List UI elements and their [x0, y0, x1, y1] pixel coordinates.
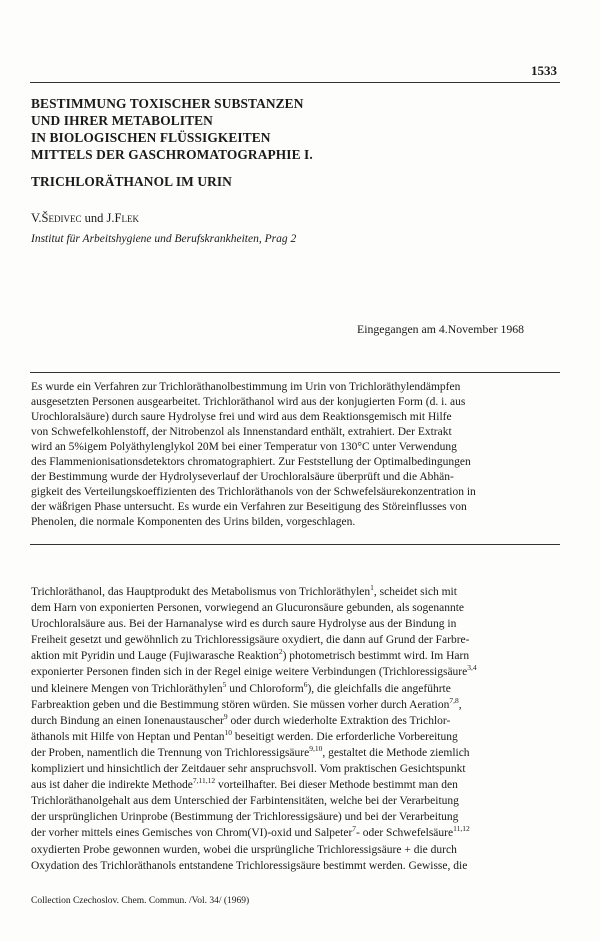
abstract-line: des Flammenionisationsdetektors chromatographiert. Zur Feststellung der Optimalbedingungen	[31, 456, 471, 468]
author-connector: und	[81, 211, 107, 225]
abstract	[31, 380, 559, 530]
abstract-line: der Bestimmung wurde der Hydrolyseverlauf der Urochloralsäure überprüft und die Abhän-	[31, 471, 454, 483]
reference-mark: 9	[223, 711, 228, 721]
body-text-span: Farbreaktion geben und die Bestimmung stören würden. Sie müssen vorher durch Aeration	[31, 698, 450, 711]
reference-mark: 1	[370, 583, 374, 593]
body-text-span: der Proben, namentlich die Trennung von Trichloressigsäure	[31, 746, 310, 759]
body-line	[31, 697, 559, 713]
article-title	[31, 95, 561, 190]
body-text-span: ,	[458, 698, 462, 711]
author-initial: J.	[106, 211, 115, 225]
body-line	[31, 584, 559, 600]
body-text-span: , scheidet sich mit	[373, 586, 457, 598]
reference-mark: 5	[222, 679, 227, 689]
body-line	[31, 681, 559, 697]
body-line	[31, 664, 559, 680]
body-text-span: und kleinere Mengen von Trichloräthylen	[31, 682, 223, 695]
abstract-line: von Schwefelkohlenstoff, der Nitrobenzol als Innenstandard enthält, extrahiert. Der Extrakt	[31, 426, 452, 438]
reference-mark: 7,8	[449, 695, 459, 705]
body-line: Trichloräthanolgehalt aus dem Unterschied der Farbintensitäten, welche bei der Verarbeitung	[31, 795, 459, 808]
body-line	[31, 777, 559, 793]
body-line	[31, 713, 559, 729]
body-text-span: beseitigt werden. Die erforderliche Vorbereitung	[232, 730, 458, 743]
abstract-line: gigkeit des Verteilungskoeffizienten des Trichloräthanols von der Schwefelsäurekonzentration in	[31, 486, 476, 498]
body-text-span: vorteilhafter. Bei dieser Methode bestimmt man den	[215, 779, 458, 792]
body-text-span: äthanols mit Hilfe von Heptan und Pentan	[31, 730, 225, 743]
body-text-span: exponierter Personen finden sich in der Regel einige weitere Verbindungen (Trichloressigsäure	[31, 666, 468, 679]
body-text-span: und Chloroform	[226, 682, 304, 695]
abstract-line: ausgesetzten Personen ausgearbeitet. Trichloräthanol wird aus der konjugierten Form (d. i. aus	[31, 396, 466, 408]
body-text-span: durch Bindung an einen Ionenaustauscher	[31, 714, 224, 727]
body-line: der ursprünglichen Urinprobe (Bestimmung der Trichloressigsäure) und bei der Verarbeitung	[31, 811, 459, 824]
body-text-span: - oder Schwefelsäure	[356, 827, 454, 840]
journal-footer: Collection Czechoslov. Chem. Commun. /Vol. 34/ (1969)	[31, 896, 250, 906]
body-text-span: ) photometrisch bestimmt wird. Im Harn	[282, 650, 470, 663]
title-line: BESTIMMUNG TOXISCHER SUBSTANZEN	[31, 96, 304, 111]
header-rule	[30, 82, 560, 83]
reference-mark: 2	[278, 647, 283, 657]
body-line: kompliziert und hinsichtlich der Zeitdauer sehr anspruchsvoll. Vom praktischen Gesichtspunkt	[31, 763, 466, 776]
received-date: Eingegangen am 4.November 1968	[357, 322, 525, 336]
abstract-bottom-rule	[30, 544, 560, 545]
author-line	[31, 211, 139, 226]
abstract-top-rule	[30, 372, 560, 373]
author-name: Flek	[114, 211, 139, 225]
abstract-line: Phenolen, die normale Komponenten des Urins bilden, vorgeschlagen.	[31, 516, 356, 528]
body-line: Oxydation des Trichloräthanols entstandene Trichloressigsäure bestimmt werden. Gewisse, die	[31, 859, 468, 872]
body-line: oxydierten Probe gewonnen wurden, wobei die ursprüngliche Trichloressigsäure + die durch	[31, 843, 457, 856]
body-text-span: ), die gleichfalls die angeführte	[307, 682, 451, 695]
body-text-span: oder durch wiederholte Extraktion des Trichlor-	[227, 714, 451, 727]
body-text-span: der vorher mittels eines Gemisches von Chrom(VI)-oxid und Salpeter	[31, 827, 353, 840]
reference-mark: 6	[303, 679, 308, 689]
article-subtitle: TRICHLORÄTHANOL IM URIN	[31, 174, 232, 189]
body-line: Urochloralsäure aus. Bei der Harnanalyse wird es durch saure Hydrolyse aus der Bindung in	[31, 618, 457, 631]
abstract-line: Es wurde ein Verfahren zur Trichloräthanolbestimmung im Urin von Trichloräthylendämpfen	[31, 381, 461, 393]
reference-mark: 11,12	[453, 824, 470, 834]
body-line: Freiheit gesetzt und gewöhnlich zu Trichloressigsäure oxydiert, die dann auf Grund der Farbre-	[31, 634, 470, 647]
body-text	[31, 584, 559, 874]
title-line: IN BIOLOGISCHEN FLÜSSIGKEITEN	[31, 130, 271, 145]
page-number: 1533	[531, 63, 557, 78]
title-line: UND IHRER METABOLITEN	[31, 113, 213, 128]
author-initial: V.	[31, 211, 42, 225]
body-text-span: aus ist daher die indirekte Methode	[31, 779, 193, 792]
affiliation: Institut für Arbeitshygiene und Berufskrankheiten, Prag 2	[31, 233, 297, 245]
reference-mark: 10	[224, 728, 233, 738]
abstract-line: wird an 5%igem Polyäthylenglykol 20M bei einer Temperatur von 130°C unter Verwendung	[31, 441, 457, 453]
body-line	[31, 825, 559, 841]
reference-mark: 7	[352, 824, 357, 834]
abstract-line: Urochloralsäure) durch saure Hydrolyse frei und wird aus dem Reaktionsgemisch mit Hilfe	[31, 411, 452, 423]
body-line: dem Harn von exponierten Personen, vorwiegend an Glucuronsäure gebunden, als sogenannte	[31, 602, 465, 615]
body-line	[31, 729, 559, 745]
body-line	[31, 745, 559, 761]
author-name: Šedivec	[41, 211, 82, 225]
body-text-span: aktion mit Pyridin und Lauge (Fujiwarasche Reaktion	[31, 650, 279, 663]
body-line	[31, 648, 559, 664]
reference-mark: 3,4	[467, 663, 477, 673]
reference-mark: 9,10	[309, 744, 323, 754]
abstract-line: der wäßrigen Phase untersucht. Es wurde ein Verfahren zur Beseitigung des Störeinflusses von	[31, 501, 467, 513]
title-line: MITTELS DER GASCHROMATOGRAPHIE I.	[31, 147, 313, 162]
reference-mark: 7,11,12	[192, 776, 216, 786]
body-text-span: , gestaltet die Methode ziemlich	[322, 746, 470, 759]
body-text-span: Trichloräthanol, das Hauptprodukt des Metabolismus von Trichloräthylen	[31, 586, 371, 598]
